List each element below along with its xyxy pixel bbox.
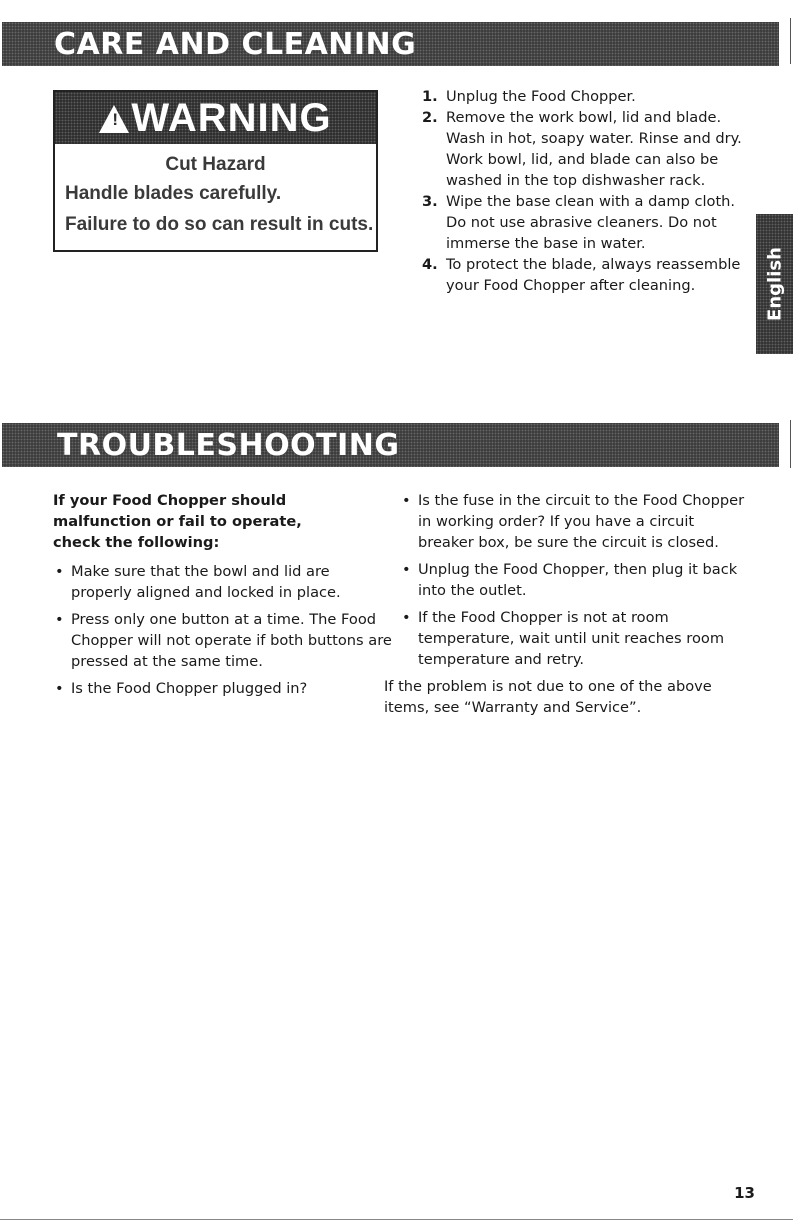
- step-number: 4.: [422, 256, 438, 273]
- warning-line-1: Handle blades carefully.: [65, 183, 282, 204]
- checklist-item: • If the Food Chopper is not at room temperature, wait until unit reaches room temperature and retry.: [400, 607, 750, 670]
- troubleshooting-right-column: [384, 490, 750, 718]
- edge-rule: [790, 420, 791, 468]
- warning-title: Cut Hazard: [165, 154, 266, 175]
- bottom-rule: [0, 1219, 793, 1220]
- step-number: 3.: [422, 193, 438, 210]
- warning-triangle-icon: !: [99, 105, 129, 133]
- cleaning-step: [416, 107, 746, 191]
- edge-rule: [790, 18, 791, 64]
- care-cleaning-banner: [2, 22, 779, 66]
- warning-header: [55, 92, 376, 144]
- heading-line: malfunction or fail to operate,: [53, 513, 302, 530]
- heading-line: check the following:: [53, 534, 220, 551]
- warning-box: [53, 90, 378, 252]
- warning-header-text: WARNING: [131, 96, 332, 140]
- step-text: Remove the work bowl, lid and blade. Wash in hot, soapy water. Rinse and dry. Work bowl, lid, and blade can also be washed in the top dishwasher rack.: [446, 109, 742, 189]
- page-number: 13: [734, 1184, 755, 1202]
- checklist-item: • Is the fuse in the circuit to the Food Chopper in working order? If you have a circuit breaker box, be sure the circuit is closed.: [400, 490, 750, 553]
- checklist-item: • Unplug the Food Chopper, then plug it back into the outlet.: [400, 559, 750, 601]
- step-text: To protect the blade, always reassemble your Food Chopper after cleaning.: [446, 256, 741, 294]
- left-checklist: [53, 561, 393, 699]
- step-number: 1.: [422, 88, 438, 105]
- troubleshooting-left-column: [53, 490, 393, 705]
- cleaning-step: [416, 191, 746, 254]
- cleaning-steps-list: [416, 86, 746, 296]
- language-label: English: [764, 247, 785, 321]
- warning-line-2: Failure to do so can result in cuts.: [65, 214, 374, 235]
- right-checklist: [400, 490, 750, 670]
- step-number: 2.: [422, 109, 438, 126]
- care-cleaning-title: CARE AND CLEANING: [54, 27, 417, 62]
- checklist-item: • Is the Food Chopper plugged in?: [53, 678, 393, 699]
- language-side-tab: [756, 214, 793, 354]
- troubleshooting-banner: [2, 423, 779, 467]
- cleaning-step: [416, 254, 746, 296]
- cleaning-step: [416, 86, 746, 107]
- step-text: Unplug the Food Chopper.: [446, 88, 636, 105]
- closing-note: If the problem is not due to one of the above items, see “Warranty and Service”.: [384, 678, 712, 716]
- heading-line: If your Food Chopper should: [53, 492, 287, 509]
- checklist-item: • Press only one button at a time. The Food Chopper will not operate if both buttons are pressed at the same time.: [53, 609, 393, 672]
- troubleshooting-title: TROUBLESHOOTING: [57, 428, 400, 463]
- step-text: Wipe the base clean with a damp cloth. Do not use abrasive cleaners. Do not immerse the base in water.: [446, 193, 736, 252]
- checklist-item: • Make sure that the bowl and lid are properly aligned and locked in place.: [53, 561, 393, 603]
- troubleshooting-heading: [53, 490, 393, 553]
